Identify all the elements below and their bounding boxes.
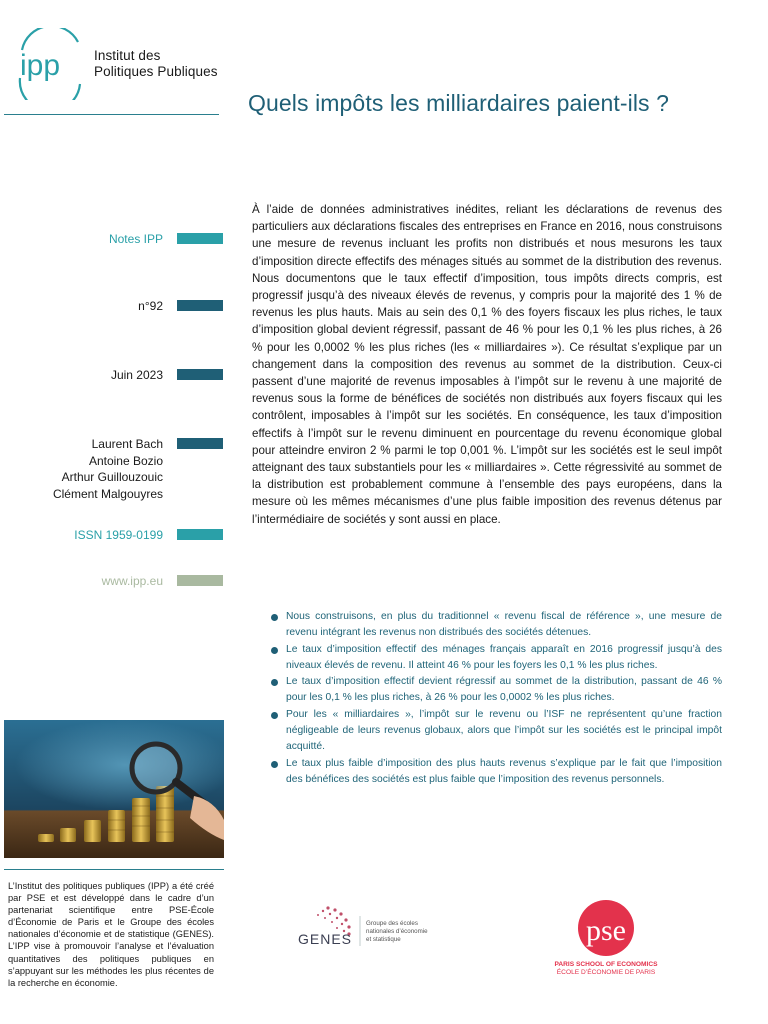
svg-text:PARIS SCHOOL OF ECONOMICS: PARIS SCHOOL OF ECONOMICS [554, 961, 658, 968]
author: Arthur Guillouzouic [61, 470, 163, 484]
genes-logo [290, 902, 460, 956]
svg-text:ipp: ipp [20, 49, 61, 82]
key-point: Pour les « milliardaires », l’impôt sur le revenu ou l’ISF ne représentent qu’une fraction négligeable de leurs revenus globaux, alors que l’impôt sur les sociétés est le principal impôt acquitté. [270, 707, 722, 756]
institute-name-line2: Politiques Publiques [94, 64, 218, 79]
svg-text:et statistique: et statistique [366, 936, 401, 943]
title-divider [4, 114, 219, 115]
key-points-list [270, 609, 722, 788]
pse-logo-mark [548, 900, 678, 980]
svg-text:pse: pse [586, 914, 626, 947]
abstract-text: À l’aide de données administratives inédites, reliant les déclarations de revenus des particuliers aux déclarations fiscales des entreprises en France en 2016, nous construisons une mesure de revenus incluant les profits non distribués et nous mesurons les taux d’imposition directe effectifs des ménages situés au sommet de la distribution des revenus. Nous documentons que le taux effectif d’imposition, tous impôts directs compris, est progressif jusqu’à des niveaux élevés de revenus, y compris pour la majorité des 1 % de revenus les plus hauts. Mais au sein des 0,1 % des foyers fiscaux les plus riches, le taux d’imposition global devient régressif, passant de 46 % pour les 0,1 % les plus riches, à 26 % pour les 0,0002 % les plus riches (les « milliardaires »). Ce résultat s’explique par un changement dans la composition des revenus au sommet de la distribution. Ceux-ci passent d’une majorité de revenus imposables à l’impôt sur le revenu à une majorité de revenus sous la forme de bénéfices de sociétés non distribués aux foyers fiscaux qui les contrôlent, imposables à l’impôt sur les sociétés. En conséquence, les taux d’imposition effectifs à l’impôt sur le revenu diminuent en pourcentage du revenu économique global pour atteindre environ 2 % parmi le top 0,001 %. L’impôt sur les sociétés est le seul impôt atteignant des taux substantiels pour les « milliardaires ». Cette régressivité au sommet de la distribution est probablement commune à l’ensemble des pays européens, dans la mesure où les mêmes mécanismes d’une plus faible imposition des revenus détenus par l’intermédiaire de sociétés y sont aussi en place. [252, 203, 722, 526]
authors-bar [177, 438, 223, 449]
genes-logo-mark [290, 902, 460, 956]
date-bar [177, 369, 223, 380]
svg-text:ÉCOLE D’ÉCONOMIE DE PARIS: ÉCOLE D’ÉCONOMIE DE PARIS [556, 969, 656, 976]
key-point: Le taux d’imposition effectif des ménages français apparaît en 2016 progressif jusqu’à des niveaux élevés de revenu. Il atteint 46 % pour les foyers les 0,1 % les plus riches. [270, 642, 722, 675]
issn: ISSN 1959-0199 [74, 528, 163, 542]
institute-description: L’Institut des politiques publiques (IPP) a été créé par PSE et est développé dans le cadre d’un partenariat scientifique entre PSE-École d’Économie de Paris et le Groupe des écoles nationales d’économie et de statistique (GENES). L’IPP vise à promouvoir l’analyse et l’évaluation quantitatives des politiques publiques en s’appuyant sur les méthodes les plus récentes de la recherche en économie. [8, 881, 214, 988]
issn-bar [177, 529, 223, 540]
key-point: Le taux plus faible d’imposition des plus hauts revenus s’explique par le fait que l’imposition des bénéfices des sociétés est plus faible que l’imposition des revenus personnels. [270, 756, 722, 789]
bullet-icon [271, 614, 278, 621]
website-bar [177, 575, 223, 586]
issue-bar [177, 300, 223, 311]
key-point: Nous construisons, en plus du traditionnel « revenu fiscal de référence », une mesure de revenu intégrant les revenus non distribués des sociétés détenues. [270, 609, 722, 642]
coins-magnifier-photo [4, 720, 224, 858]
svg-text:nationales d’économie: nationales d’économie [366, 928, 428, 935]
author: Antoine Bozio [88, 453, 163, 468]
issue-number: n°92 [138, 299, 163, 313]
series-bar [177, 233, 223, 244]
publication-date: Juin 2023 [110, 368, 163, 382]
bullet-icon [271, 761, 278, 768]
series-label: Notes IPP [108, 232, 163, 246]
ipp-logo [14, 28, 229, 100]
footer-divider [4, 869, 224, 870]
authors-list [53, 436, 163, 502]
svg-text:Groupe des écoles: Groupe des écoles [366, 920, 418, 927]
bullet-icon [271, 679, 278, 686]
page-title: Quels impôts les milliardaires paient-ils ? [248, 90, 670, 116]
institute-name-line1: Institut des [94, 48, 161, 63]
bullet-icon [271, 712, 278, 719]
svg-text:GENES: GENES [298, 931, 353, 947]
bullet-icon [271, 647, 278, 654]
author: Laurent Bach [91, 437, 163, 451]
key-point: Le taux d’imposition effectif devient régressif au sommet de la distribution, passant de 46 % pour les 0,1 % les plus riches, à 26 % pour les 0,0002 % les plus riches. [270, 674, 722, 707]
website-link[interactable]: www.ipp.eu [101, 574, 163, 588]
pse-logo [548, 900, 678, 980]
author: Clément Malgouyres [52, 486, 163, 501]
ipp-logo-mark [14, 28, 90, 100]
